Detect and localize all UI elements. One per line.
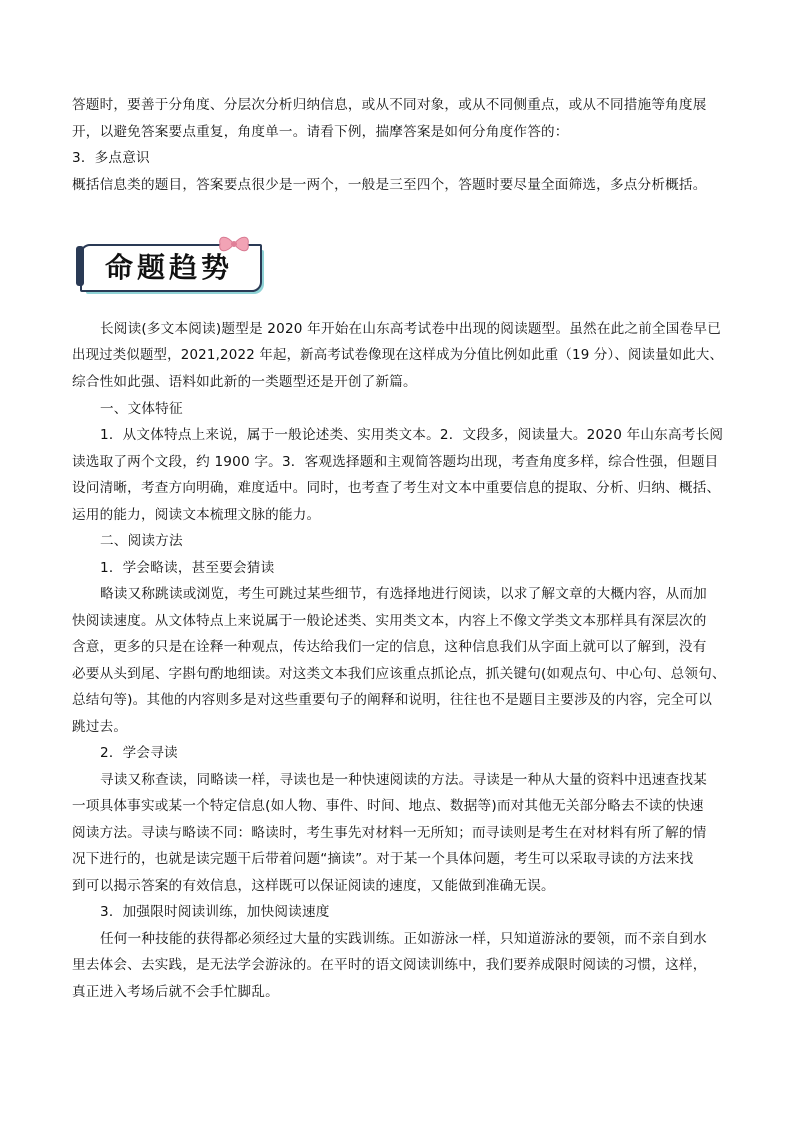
paragraph-line: 综合性如此强、语料如此新的一类题型还是开创了新篇。 (72, 374, 417, 390)
paragraph-line: 概括信息类的题目，答案要点很少是一两个，一般是三至四个，答题时要尽量全面筛选，多点分析概括。 (72, 176, 707, 193)
paragraph-line: 寻读又称查读，同略读一样，寻读也是一种快速阅读的方法。寻读是一种从大量的资料中迅速查找某 (100, 771, 707, 788)
paragraph-line: 出现过类似题型，2021,2022 年起，新高考试卷像现在这样成为分值比例如此重（19 分）、阅读量如此大、 (72, 347, 724, 363)
section-heading: 一、文体特征 (100, 400, 183, 417)
section-heading: 3．多点意识 (72, 150, 150, 166)
paragraph-line: 总结句等)。其他的内容则多是对这些重要句子的阐释和说明，往往也不是题目主要涉及的内容，完全可以 (72, 692, 713, 708)
bow-icon (216, 232, 252, 256)
paragraph-line: 长阅读(多文本阅读)题型是 2020 年开始在山东高考试卷中出现的阅读题型。虽然在此之前全国卷早已 (100, 321, 721, 337)
paragraph-line: 设问清晰，考查方向明确，难度适中。同时，也考查了考生对文本中重要信息的提取、分析、归纳、概括、 (72, 480, 721, 496)
paragraph-line: 必要从头到尾、字斟句酌地细读。对这类文本我们应该重点抓论点，抓关键句(如观点句、中心句、总领句、 (72, 665, 726, 682)
subsection-heading: 1．学会略读，甚至要会猜读 (100, 559, 275, 576)
subsection-heading: 3．加强限时阅读训练，加快阅读速度 (100, 904, 330, 920)
paragraph-line: 到可以揭示答案的有效信息，这样既可以保证阅读的速度，又能做到准确无误。 (72, 877, 555, 894)
top-section (72, 92, 732, 198)
main-section (72, 316, 732, 1005)
paragraph-line: 真正进入考场后就不会手忙脚乱。 (72, 983, 279, 1000)
paragraph-line: 况下进行的，也就是读完题干后带着问题“摘读”。对于某一个具体问题，考生可以采取寻读的方法来找 (72, 851, 694, 867)
paragraph-line: 阅读方法。寻读与略读不同：略读时，考生事先对材料一无所知；而寻读则是考生在对材料有所了解的情 (72, 824, 707, 841)
section-banner (76, 232, 266, 296)
paragraph-line: 开，以避免答案要点重复，角度单一。请看下例，揣摩答案是如何分角度作答的： (72, 123, 569, 140)
paragraph-line: 跳过去。 (72, 718, 128, 735)
paragraph-line: 答题时，要善于分角度、分层次分析归纳信息，或从不同对象，或从不同侧重点，或从不同措施等角度展 (72, 97, 707, 113)
banner-title: 命题趋势 (104, 251, 233, 284)
paragraph-line: 含意，更多的只是在诠释一种观点，传达给我们一定的信息，这种信息我们从字面上就可以了解到，没有 (72, 639, 707, 655)
paragraph-line: 1．从文体特点上来说，属于一般论述类、实用类文本。2．文段多，阅读量大。2020 年山东高考长阅 (100, 427, 724, 443)
paragraph-line: 读选取了两个文段，约 1900 字。3．客观选择题和主观简答题均出现，考查角度多样，综合性强，但题目 (72, 453, 719, 470)
paragraph-line: 运用的能力，阅读文本梳理文脉的能力。 (72, 506, 321, 523)
subsection-heading: 2．学会寻读 (100, 745, 178, 761)
paragraph-line: 一项具体事实或某一个特定信息(如人物、事件、时间、地点、数据等)而对其他无关部分略去不读的快速 (72, 798, 704, 814)
paragraph-line: 快阅读速度。从文体特点上来说属于一般论述类、实用类文本，内容上不像文学类文本那样具有深层次的 (72, 612, 707, 629)
paragraph-line: 里去体会、去实践，是无法学会游泳的。在平时的语文阅读训练中，我们要养成限时阅读的习惯，这样， (72, 957, 707, 973)
paragraph-line: 略读又称跳读或浏览，考生可跳过某些细节，有选择地进行阅读，以求了解文章的大概内容，从而加 (100, 586, 707, 602)
section-heading: 二、阅读方法 (100, 533, 183, 549)
paragraph-line: 任何一种技能的获得都必须经过大量的实践训练。正如游泳一样，只知道游泳的要领，而不亲自到水 (100, 930, 707, 947)
